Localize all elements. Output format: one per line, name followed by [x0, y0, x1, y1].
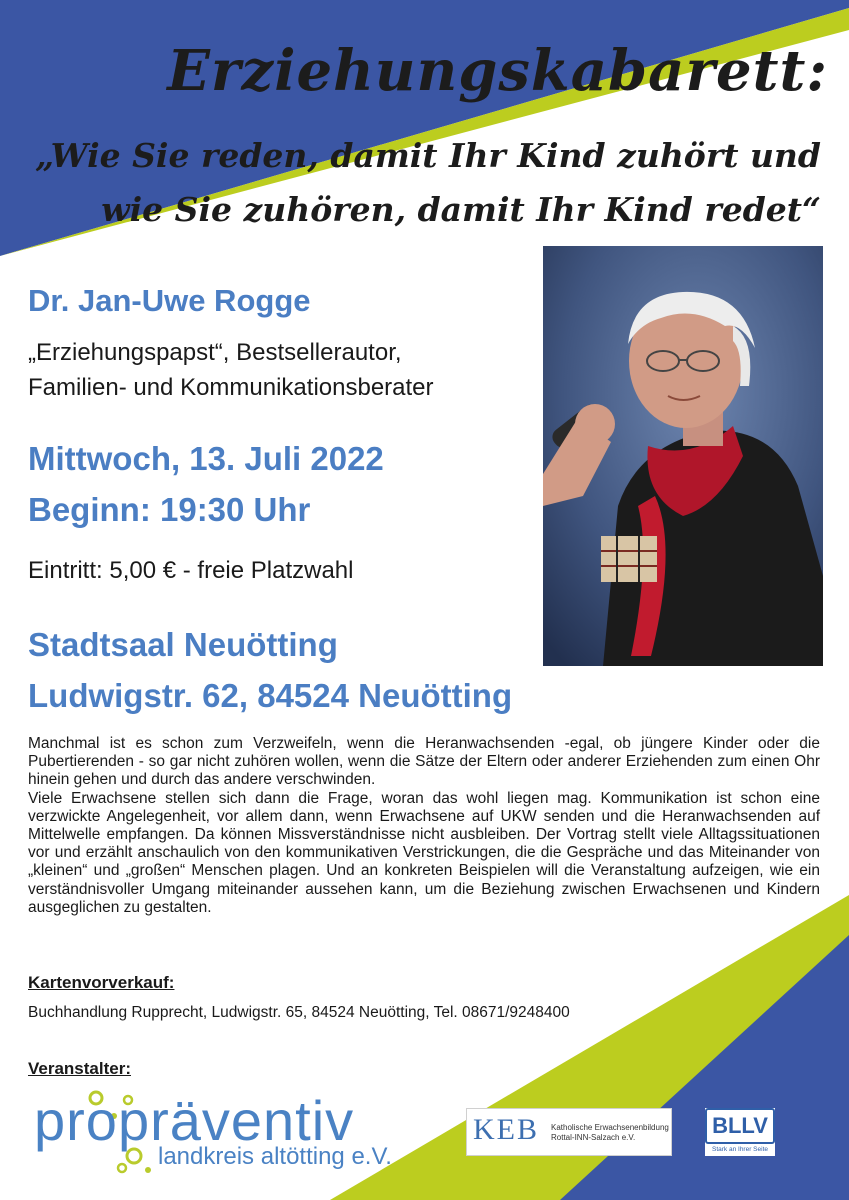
event-admission: Eintritt: 5,00 € - freie Platzwahl	[28, 557, 354, 584]
venue-name: Stadtsaal Neuötting	[28, 626, 338, 663]
keb-logo	[466, 1108, 672, 1156]
propraeventiv-logo	[30, 1088, 430, 1178]
propraeventiv-logo-subtitle: landkreis altötting e.V.	[158, 1143, 392, 1170]
poster-subtitle-line-1: „Wie Sie reden, damit Ihr Kind zuhört und	[35, 136, 821, 175]
poster-subtitle-line-2: wie Sie zuhören, damit Ihr Kind redet“	[101, 190, 821, 229]
speaker-name: Dr. Jan-Uwe Rogge	[28, 283, 311, 318]
bllv-logo-tagline: Stark an Ihrer Seite	[712, 1146, 768, 1153]
speaker-description-line-1: „Erziehungspapst“, Bestsellerautor,	[28, 339, 402, 366]
event-description	[28, 735, 820, 917]
keb-logo-text	[551, 1123, 669, 1143]
organizer-label: Veranstalter:	[28, 1059, 131, 1078]
event-date: Mittwoch, 13. Juli 2022	[28, 440, 384, 477]
description-paragraph-1: Manchmal ist es schon zum Verzweifeln, wenn die Heranwachsenden -egal, ob jüngere Kinder oder die Pubertierenden - so gar nicht zuhören wollen, wenn die Sätze der Eltern oder anderer Erziehenden zum einen Ohr hinein gehen und durch das andere verschwinden.	[28, 735, 820, 789]
tickets-label: Kartenvorverkauf:	[28, 973, 175, 992]
speaker-photo	[543, 246, 823, 666]
tickets-info: Buchhandlung Rupprecht, Ludwigstr. 65, 84524 Neuötting, Tel. 08671/9248400	[28, 1004, 570, 1021]
poster-title: Erziehungskabarett:	[167, 38, 828, 104]
bllv-logo-mark: BLLV	[705, 1108, 775, 1144]
bllv-logo	[705, 1108, 775, 1156]
keb-logo-text-line-2: Rottal-INN-Salzach e.V.	[551, 1133, 636, 1142]
keb-logo-mark: KEB	[473, 1113, 539, 1146]
event-time: Beginn: 19:30 Uhr	[28, 491, 311, 528]
description-paragraph-2: Viele Erwachsene stellen sich dann die Frage, woran das wohl liegen mag. Kommunikation ist schon eine verzwickte Angelegenheit, vor allem dann, wenn Erwachsene auf UKW senden und die Heranwachsenden auf Mittelwelle empfangen. Da können Missverständnisse nicht ausbleiben. Der Vortrag stellt viele Alltagssituationen vor und erzählt anschaulich von den kommunikativen Verstrickungen, die die Gespräche und das Miteinander von „kleinen“ und „großen“ Menschen plagen. Und an konkreten Beispielen will die Veranstaltung aufzeigen, wie ein verständnisvoller Umgang miteinander aussehen kann, um die Beziehung zwischen Erwachsenen und Kindern ausgeglichen zu gestalten.	[28, 789, 820, 916]
speaker-description-line-2: Familien- und Kommunikationsberater	[28, 374, 434, 401]
venue-address: Ludwigstr. 62, 84524 Neuötting	[28, 677, 513, 714]
propraeventiv-logo-word: propräventiv	[34, 1089, 355, 1152]
keb-logo-text-line-1: Katholische Erwachsenenbildung	[551, 1123, 669, 1132]
